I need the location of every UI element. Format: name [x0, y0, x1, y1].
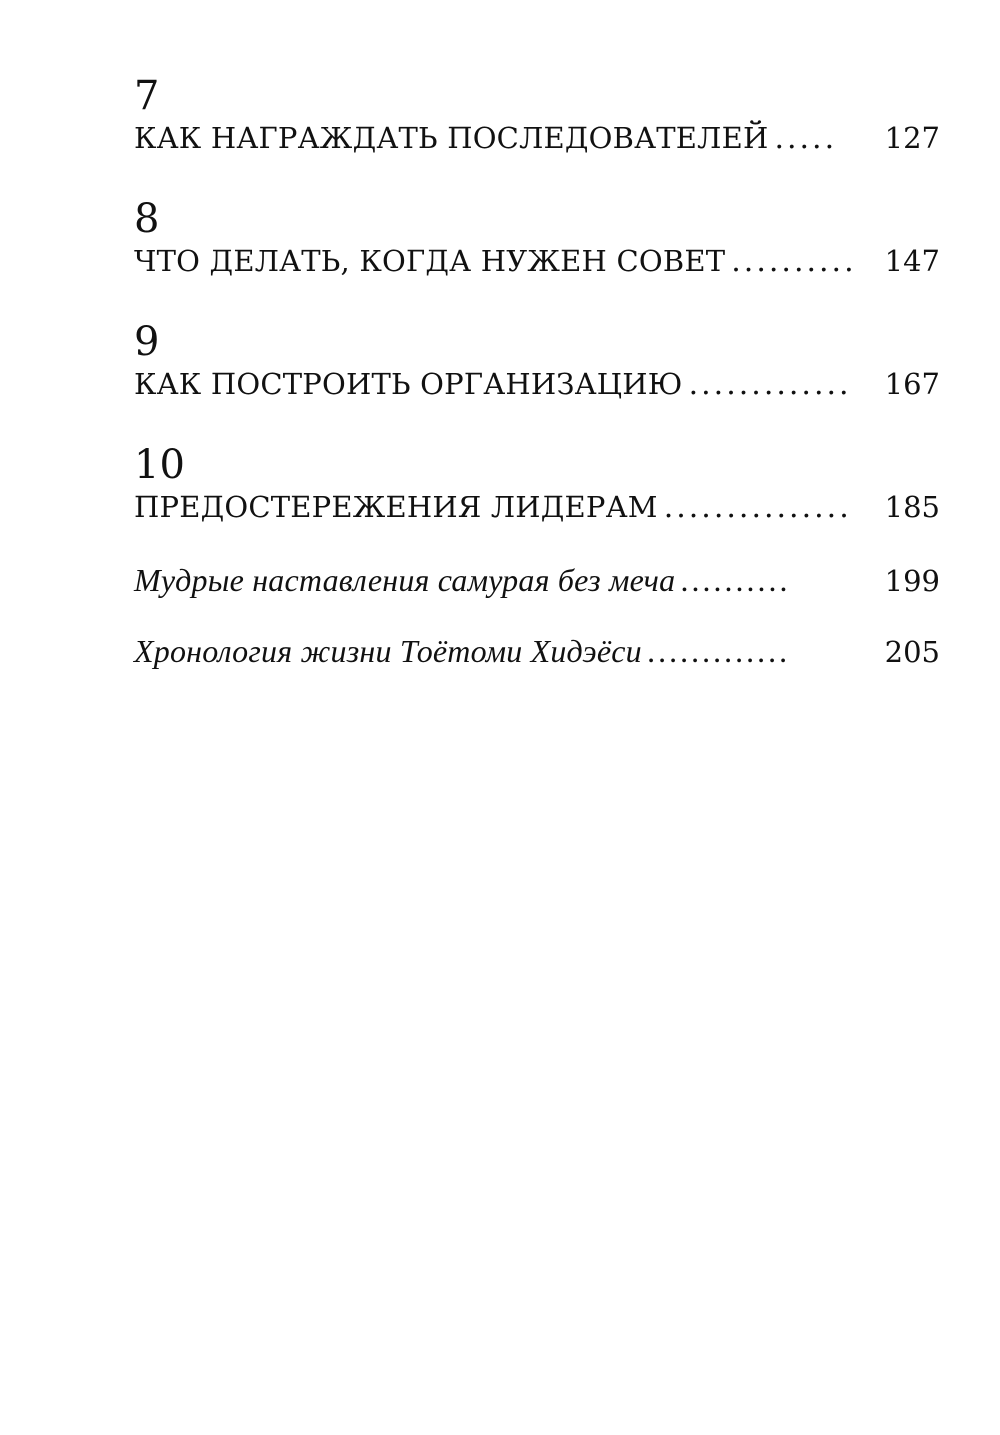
dot-leader: ............. [688, 367, 852, 402]
appendix-title: Мудрые наставления самурая без меча [134, 562, 676, 598]
chapter-number: 10 [134, 442, 185, 488]
chapter-title: КАК ПОСТРОИТЬ ОРГАНИЗАЦИЮ [134, 367, 683, 401]
toc-chapter-10 [134, 443, 940, 528]
page-number: 199 [884, 564, 940, 598]
toc-entry[interactable] [134, 118, 940, 159]
page-number: 127 [884, 121, 940, 155]
dot-leader: .......... [731, 244, 857, 279]
chapter-title: ЧТО ДЕЛАТЬ, КОГДА НУЖЕН СОВЕТ [134, 244, 726, 278]
dot-leader: ............. [647, 633, 791, 669]
chapter-title: КАК НАГРАЖДАТЬ ПОСЛЕДОВАТЕЛЕЙ [134, 121, 769, 155]
toc-chapter-8 [134, 197, 940, 282]
page-number: 167 [884, 367, 940, 401]
chapter-title: ПРЕДОСТЕРЕЖЕНИЯ ЛИДЕРАМ [134, 490, 658, 524]
appendix-title: Хронология жизни Тоётоми Хидэёси [134, 633, 642, 669]
page-number: 205 [884, 635, 940, 669]
chapter-number: 7 [134, 73, 160, 119]
dot-leader: .......... [681, 562, 792, 598]
page-number: 185 [884, 490, 940, 524]
dot-leader: ............... [663, 490, 852, 525]
toc-entry[interactable] [134, 631, 940, 672]
chapter-number: 9 [134, 319, 160, 365]
toc-entry[interactable] [134, 364, 940, 405]
toc-chapter-7 [134, 74, 940, 159]
toc-chapter-9 [134, 320, 940, 405]
table-of-contents [134, 74, 940, 702]
toc-appendices [134, 560, 940, 672]
dot-leader: ..... [774, 121, 838, 156]
chapter-number: 8 [134, 196, 160, 242]
toc-entry[interactable] [134, 560, 940, 601]
page-number: 147 [884, 244, 940, 278]
toc-entry[interactable] [134, 241, 940, 282]
toc-entry[interactable] [134, 487, 940, 528]
